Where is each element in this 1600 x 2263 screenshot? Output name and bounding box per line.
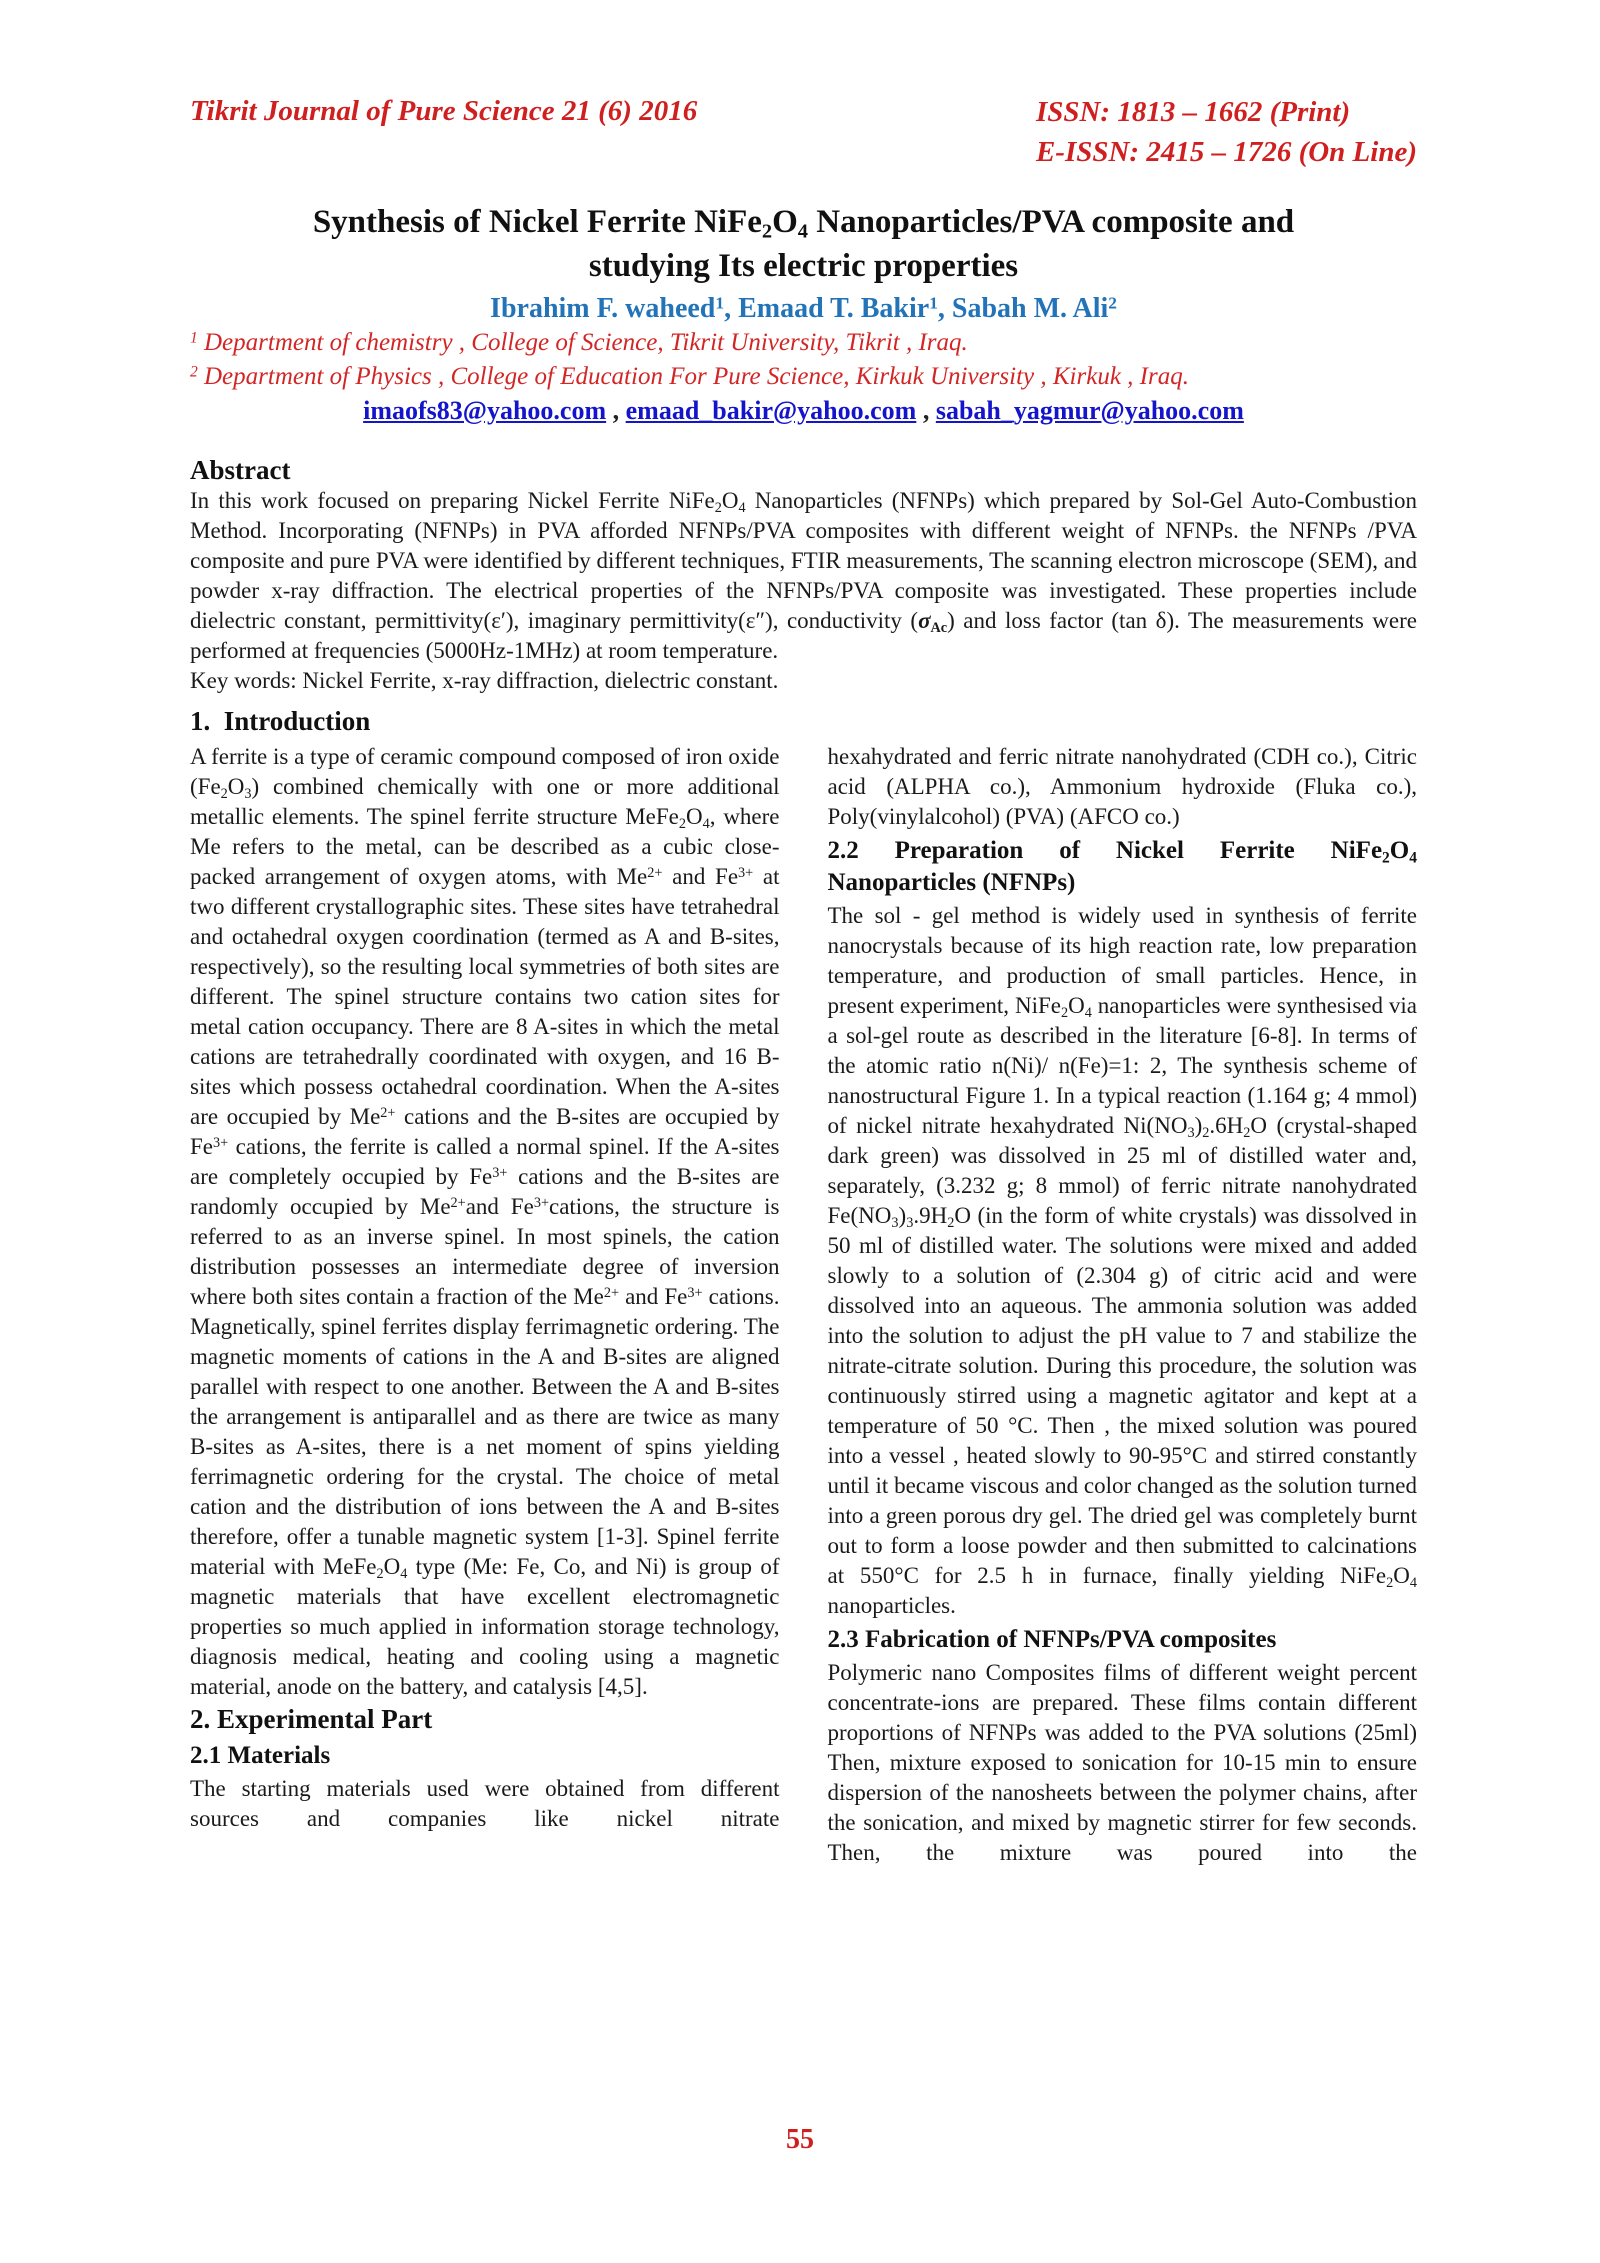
issn-print: ISSN: 1813 – 1662 (Print) (1035, 96, 1351, 128)
preparation-paragraph: The sol - gel method is widely used in synthesis of ferrite nanocrystals because of its high reaction rate, low preparation temperature, and production of small particles. Hence, in present experiment, $NiFe_2O_4$ nanoparticles were synthesised via a sol-gel route as described in the literature [6-8]. In terms of the atomic ratio n(Ni)/ n(Fe)=1: 2, The synthesis scheme of nanostructural Figure 1. In a typical reaction (1.164 g; 4 mmol) of nickel nitrate hexahydrated $Ni(NO_3)_2.6H_2O$ (crystal-shaped dark green) was dissolved in 25 ml of distilled water and, separately, (3.232 g; 8 mmol) of ferric nitrate nanohydrated $Fe(NO_3)_3.9H_2O$ (in the form of white crystals) was dissolved in 50 ml of distilled water. The solutions were mixed and added slowly to a solution of (2.304 g) of citric acid and were dissolved into an aqueous. The ammonia solution was added into the solution to adjust the pH value to 7 and stabilize the nitrate-citrate solution. During this procedure, the solution was continuously stirred using a magnetic agitator and kept at a temperature of 50 °C. Then , the mixed solution was poured into a vessel , heated slowly to 90-95°C and stirred constantly until it became viscous and color changed as the solution turned into a green porous dry gel. The dried gel was completely burnt out to form a loose powder and then submitted to calcinations at 550°C for 2.5 h in furnace, finally yielding $NiFe_2O_4$ nanoparticles. (827, 903, 1418, 1618)
fabrication-paragraph: Polymeric nano Composites films of different weight percent concentrate-ions are prepared. These films contain different proportions of NFNPs was added to the PVA solutions (25ml) Then, mixture exposed to sonication for 10-15 min to ensure dispersion of the nanosheets between the polymer chains, after the sonication, and mixed by magnetic stirrer for few seconds. Then, the mixture was poured into the (827, 1660, 1417, 1865)
materials-continued-paragraph: hexahydrated and ferric nitrate nanohydrated (CDH co.), Citric acid (ALPHA co.), Ammonium hydroxide (Fluka co.), Poly(vinylalcohol) (PVA) (AFCO co.) (827, 744, 1417, 829)
materials-paragraph: The starting materials used were obtained from different sources and companies like nickel nitrate (190, 1776, 780, 1831)
issn-block (1036, 92, 1417, 172)
page-header (190, 92, 1417, 172)
paper-title: Synthesis of Nickel Ferrite $NiFe_2O_4$ Nanoparticles/PVA composite and studying Its electric properties (312, 204, 1295, 284)
introduction-heading: 1. Introduction (190, 706, 371, 736)
left-column (190, 704, 780, 1868)
issn-online: E-ISSN: 2415 – 1726 (On Line) (1035, 136, 1417, 168)
emails-line (190, 394, 1417, 428)
affiliation-2: $^2$ Department of Physics , College of Education For Pure Science, Kirkuk University , Kirkuk , Iraq. (190, 363, 1189, 390)
journal-title: Tikrit Journal of Pure Science 21 (6) 2016 (190, 95, 698, 127)
email-link[interactable]: imaofs83@yahoo.com (363, 396, 607, 425)
page-number: 55 (786, 2124, 814, 2155)
materials-heading: 2.1 Materials (190, 1742, 331, 1769)
keywords-line: Key words: Nickel Ferrite, x-ray diffraction, dielectric constant. (190, 668, 779, 693)
preparation-heading: 2.2 Preparation of Nickel Ferrite $NiFe_2O_4$ Nanoparticles (NFNPs) (827, 837, 1417, 896)
email-link[interactable]: emaad_bakir@yahoo.com (625, 396, 917, 425)
right-column (828, 704, 1418, 1868)
email-link[interactable]: sabah_yagmur@yahoo.com (935, 396, 1244, 425)
experimental-heading: 2. Experimental Part (190, 1704, 433, 1734)
introduction-paragraph: A ferrite is a type of ceramic compound composed of iron oxide $(Fe_2O_3)$ combined chemically with one or more additional metallic elements. The spinel ferrite structure $MeFe_2O_4$, where Me refers to the metal, can be described as a cubic close-packed arrangement of oxygen atoms, with $Me^{2+}$ and $Fe^{3+}$ at two different crystallographic sites. These sites have tetrahedral and octahedral oxygen coordination (termed as A and B-sites, respectively), so the resulting local symmetries of both sites are different. The spinel structure contains two cation sites for metal cation occupancy. There are 8 A-sites in which the metal cations are tetrahedrally coordinated with oxygen, and 16 B-sites which possess octahedral coordination. When the A-sites are occupied by $Me^{2+}$ cations and the B-sites are occupied by $Fe^{3+}$ cations, the ferrite is called a normal spinel. If the A-sites are completely occupied by $Fe^{3+}$ cations and the B-sites are randomly occupied by $Me^{2+}and$ $Fe^{3+}cations$, the structure is referred to as an inverse spinel. In most spinels, the cation distribution possesses an intermediate degree of inversion where both sites contain a fraction of the $Me^{2+}$ and $Fe^{3+}$ cations. Magnetically, spinel ferrites display ferrimagnetic ordering. The magnetic moments of cations in the A and B-sites are aligned parallel with respect to one another. Between the A and B-sites the arrangement is antiparallel and as there are twice as many B-sites as A-sites, there is a net moment of spins yielding ferrimagnetic ordering for the crystal. The choice of metal cation and the distribution of ions between the A and B-sites therefore, offer a tunable magnetic system [1-3]. Spinel ferrite material with $MeFe_2O_4$ type (Me: Fe, Co, and Ni) is group of magnetic materials that have excellent electromagnetic properties so much applied in information storage technology, diagnosis medical, heating and cooling using a magnetic material, anode on the battery, and catalysis [4,5]. (190, 744, 780, 1699)
abstract-heading: Abstract (190, 455, 291, 485)
email-separator: , (916, 396, 936, 425)
affiliation-1: $^1$ Department of chemistry , College of Science, Tikrit University, Tikrit , Iraq. (190, 329, 968, 356)
abstract-text: In this work focused on preparing Nickel Ferrite $NiFe_2O_4$ Nanoparticles (NFNPs) which prepared by Sol-Gel Auto-Combustion Method. Incorporating (NFNPs) in PVA afforded NFNPs/PVA composites with different weight of NFNPs. the NFNPs /PVA composite and pure PVA were identified by different techniques, FTIR measurements, The scanning electron microscope (SEM), and powder x-ray diffraction. The electrical properties of the NFNPs/PVA composite was investigated. These properties include dielectric constant, permittivity(ε′), imaginary permittivity(ε″), conductivity $(\sigma_{Ac})$ and loss factor (tan δ). The measurements were performed at frequencies (5000Hz-1MHz) at room temperature. (190, 488, 1417, 663)
two-column-body (190, 704, 1417, 1868)
authors-line: Ibrahim F. waheed$^1$, Emaad T. Bakir$^1$, Sabah M. Ali$^2$ (490, 293, 1117, 324)
email-separator: , (606, 396, 626, 425)
fabrication-heading: 2.3 Fabrication of NFNPs/PVA composites (827, 1626, 1277, 1653)
